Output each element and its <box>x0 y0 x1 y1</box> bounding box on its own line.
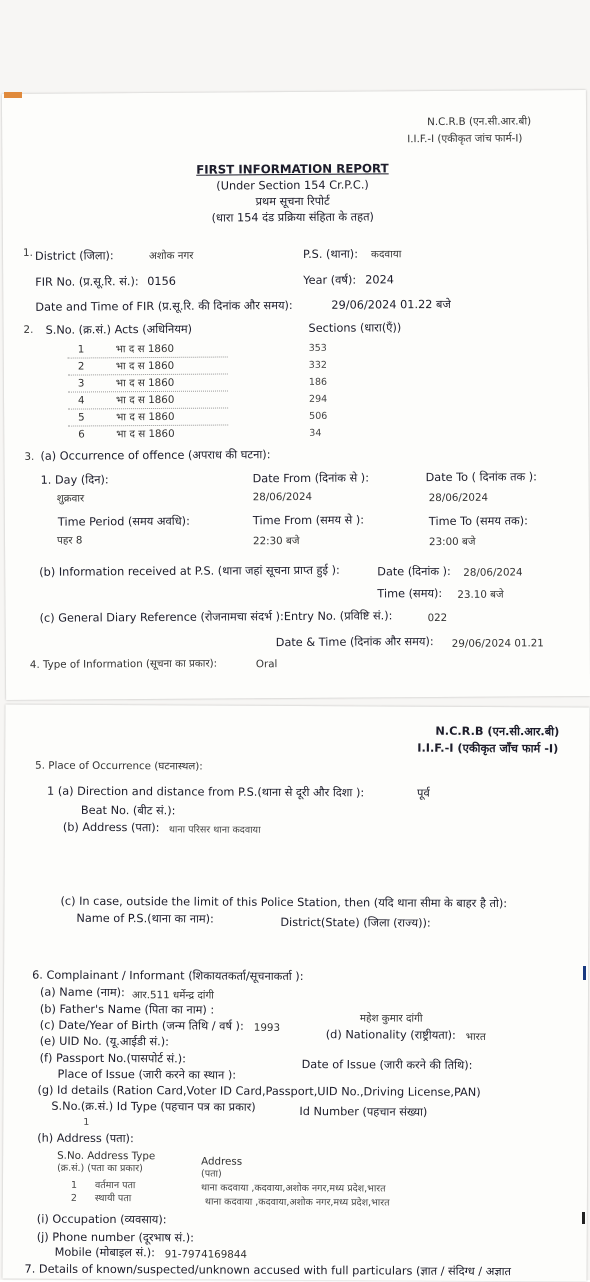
act-section: 353 <box>308 342 327 354</box>
ncrb-header: N.C.R.B (एन.सी.आर.बी) <box>435 724 560 739</box>
address-row-type: स्थायी पता <box>94 1192 132 1205</box>
act-name: भा द स 1860 <box>116 427 175 441</box>
act-sno: 3 <box>77 377 85 390</box>
place-of-issue-label: Place of Issue (जारी करने का स्थान ): <box>57 1067 237 1082</box>
act-name: भा द स 1860 <box>116 410 175 424</box>
name-label: (a) Name (नाम): <box>39 985 125 1000</box>
address-h-label: (h) Address (पता): <box>37 1131 134 1146</box>
act-section: 186 <box>308 376 328 388</box>
address-value: थाना परिसर थाना कदवाया <box>168 824 261 836</box>
fir-no-label: FIR No. (प्र.सू.रि. सं.): <box>35 275 139 289</box>
mobile-label: Mobile (मोबाइल सं.): <box>54 1245 156 1260</box>
address-header: Address <box>201 1155 243 1168</box>
district-value: अशोक नगर <box>148 249 194 263</box>
item-number: 1. <box>22 246 33 259</box>
time-from-label: Time From (समय से ): <box>252 513 365 528</box>
address-type-header-hindi: (क्र.सं.) (पता का प्रकार) <box>57 1162 143 1175</box>
fir-datetime-label: Date and Time of FIR (प्र.सू.रि. की दिनांक और समय): <box>35 299 293 314</box>
info-type-label: 4. Type of Information (सूचना का प्रकार): <box>29 657 218 671</box>
act-name: भा द स 1860 <box>115 359 175 373</box>
complainant-label: 6. Complainant / Informant (शिकायतकर्ता/सूचनाकर्ता ): <box>32 968 304 984</box>
place-occurrence-label: 5. Place of Occurrence (घटनास्थल): <box>35 759 203 773</box>
info-type-value: Oral <box>255 658 278 671</box>
district-state-label: District(State) (जिला (राज्य)): <box>280 915 431 930</box>
address-row-type: वर्तमान पता <box>94 1179 136 1192</box>
time-period-value: पहर 8 <box>56 534 83 547</box>
ps-label: P.S. (थाना): <box>302 247 359 261</box>
under-section: (Under Section 154 Cr.P.C.) <box>216 178 369 193</box>
date-from-label: Date From (दिनांक से ): <box>252 471 370 486</box>
address-row-value: थाना कदवाया ,कदवाया,अशोक नगर,मध्य प्रदेश,भारत <box>204 1196 390 1209</box>
date-of-issue-label: Date of Issue (जारी करने की तिथि): <box>301 1058 473 1072</box>
info-time-value: 23.10 बजे <box>457 588 504 601</box>
gd-label: (c) General Diary Reference (रोजनामचा संदर्भ ):Entry No. (प्रविष्टि सं.): <box>39 609 393 625</box>
id-row-sno: 1 <box>83 1116 90 1128</box>
father-name-label: (b) Father's Name (पिता का नाम) : <box>39 1002 215 1017</box>
address-row-sno: 1 <box>70 1179 78 1191</box>
info-received-label: (b) Information received at P.S. (थाना जहां सूचना प्राप्त हुई ): <box>39 563 340 579</box>
time-to-label: Time To (समय तक): <box>428 514 528 529</box>
time-period-label: Time Period (समय अवधि): <box>57 514 190 529</box>
item-number: 2. <box>23 323 34 336</box>
time-to-value: 23:00 बजे <box>428 535 476 549</box>
year-value: 2024 <box>365 273 394 287</box>
sections-header: Sections (धारा(एँ)) <box>308 321 402 335</box>
id-details-label: (g) Id details (Ration Card,Voter ID Card,Passport,UID No.,Driving License,PAN) <box>37 1083 481 1099</box>
address-label: (b) Address (पता): <box>62 820 160 835</box>
iif-header: I.I.F.-I (एकीकृत जांच फार्म-I) <box>407 132 523 146</box>
ps-value: कदवाया <box>370 248 402 261</box>
occurrence-label: (a) Occurrence of offence (अपराध की घटना): <box>40 448 271 463</box>
address-row-sno: 2 <box>70 1192 77 1204</box>
acts-header: S.No. (क्र.सं.) Acts (अधिनियम) <box>45 322 193 337</box>
father-name-value: महेश कुमार दांगी <box>359 1012 423 1025</box>
nationality-label: (d) Nationality (राष्ट्रीयता): <box>325 1028 456 1042</box>
id-number-header: Id Number (पहचान संख्या) <box>299 1105 428 1119</box>
date-from-value: 28/06/2024 <box>252 490 313 504</box>
uid-label: (e) UID No. (यू.आईडी सं.): <box>39 1034 170 1049</box>
item-number: 3. <box>24 450 35 463</box>
fir-page-2 <box>3 704 590 1281</box>
occupation-label: (i) Occupation (व्यवसाय): <box>36 1212 167 1227</box>
district-label: District (जिला): <box>34 249 114 263</box>
gd-entry-value: 022 <box>427 611 448 625</box>
ps-name-label: Name of P.S.(थाना का नाम): <box>76 911 214 926</box>
gd-datetime-value: 29/06/2024 01.21 <box>451 637 544 650</box>
act-section: 506 <box>309 410 328 422</box>
passport-label: (f) Passport No.(पासपोर्ट सं.): <box>39 1051 187 1066</box>
fir-no-value: 0156 <box>147 274 176 289</box>
accused-details-label: 7. Details of known/suspected/unknown accused with full particulars (ज्ञात / संदिग्ध / अज्ञात <box>24 1262 511 1279</box>
address-type-header: S.No. Address Type <box>57 1149 156 1163</box>
info-time-label: Time (समय): <box>377 586 443 601</box>
dob-label: (c) Date/Year of Birth (जन्म तिथि / वर्ष ): <box>39 1018 244 1033</box>
act-name: भा द स 1860 <box>115 393 175 407</box>
act-sno: 2 <box>77 360 85 373</box>
edge-mark <box>583 966 586 980</box>
ncrb-header: N.C.R.B (एन.सी.आर.बी) <box>427 115 532 129</box>
report-title-hindi: प्रथम सूचना रिपोर्ट <box>255 194 330 209</box>
info-date-value: 28/06/2024 <box>463 566 523 579</box>
act-section: 34 <box>309 427 322 439</box>
dob-value: 1993 <box>253 1021 281 1034</box>
id-sno-type-header: S.No.(क्र.सं.) Id Type (पहचान पत्र का प्रकार) <box>51 1099 256 1114</box>
act-sno: 4 <box>77 394 85 407</box>
fir-datetime-value: 29/06/2024 01.22 बजे <box>331 297 451 312</box>
under-section-hindi: (धारा 154 दंड प्रक्रिया संहिता के तहत) <box>211 210 374 225</box>
outside-limit-label: (c) In case, outside the limit of this Police Station, then (यदि थाना सीमा के बाहर है तो): <box>60 894 508 911</box>
iif-header: I.I.F.-I (एकीकृत जाँच फार्म -I) <box>417 741 559 756</box>
address-header-hindi: (पता) <box>201 1168 222 1180</box>
fir-page-1 <box>2 90 590 700</box>
time-from-value: 22:30 बजे <box>252 534 300 548</box>
direction-label: 1 (a) Direction and distance from P.S.(थाना से दूरी और दिशा ): <box>47 784 365 800</box>
page-corner-mark <box>4 92 22 98</box>
act-section: 294 <box>308 393 328 405</box>
edge-mark <box>582 1212 585 1224</box>
address-row-value: थाना कदवाया ,कदवाया,अशोक नगर,मध्य प्रदेश,भारत <box>200 1182 386 1195</box>
date-to-value: 28/06/2024 <box>428 491 489 505</box>
year-label: Year (वर्ष): <box>303 273 357 287</box>
day-value: शुक्रवार <box>56 492 85 505</box>
act-name: भा द स 1860 <box>115 376 175 390</box>
gd-datetime-label: Date & Time (दिनांक और समय): <box>275 635 434 650</box>
act-sno: 5 <box>78 411 85 424</box>
direction-value: पूर्व <box>417 786 430 800</box>
act-sno: 6 <box>78 428 85 441</box>
act-section: 332 <box>308 359 327 371</box>
mobile-value: 91-7974169844 <box>164 1248 248 1261</box>
day-label: 1. Day (दिन): <box>40 473 109 487</box>
phone-label: (j) Phone number (दूरभाष सं.): <box>36 1230 195 1245</box>
report-title: FIRST INFORMATION REPORT <box>196 161 389 177</box>
info-date-label: Date (दिनांक ): <box>377 564 451 579</box>
nationality-value: भारत <box>465 1030 486 1043</box>
act-sno: 1 <box>77 343 85 356</box>
date-to-label: Date To ( दिनांक तक ): <box>425 470 538 485</box>
name-value: आर.511 धर्मेन्द्र दांगी <box>131 989 214 1002</box>
act-name: भा द स 1860 <box>115 342 175 356</box>
beat-label: Beat No. (बीट सं.): <box>80 803 176 818</box>
